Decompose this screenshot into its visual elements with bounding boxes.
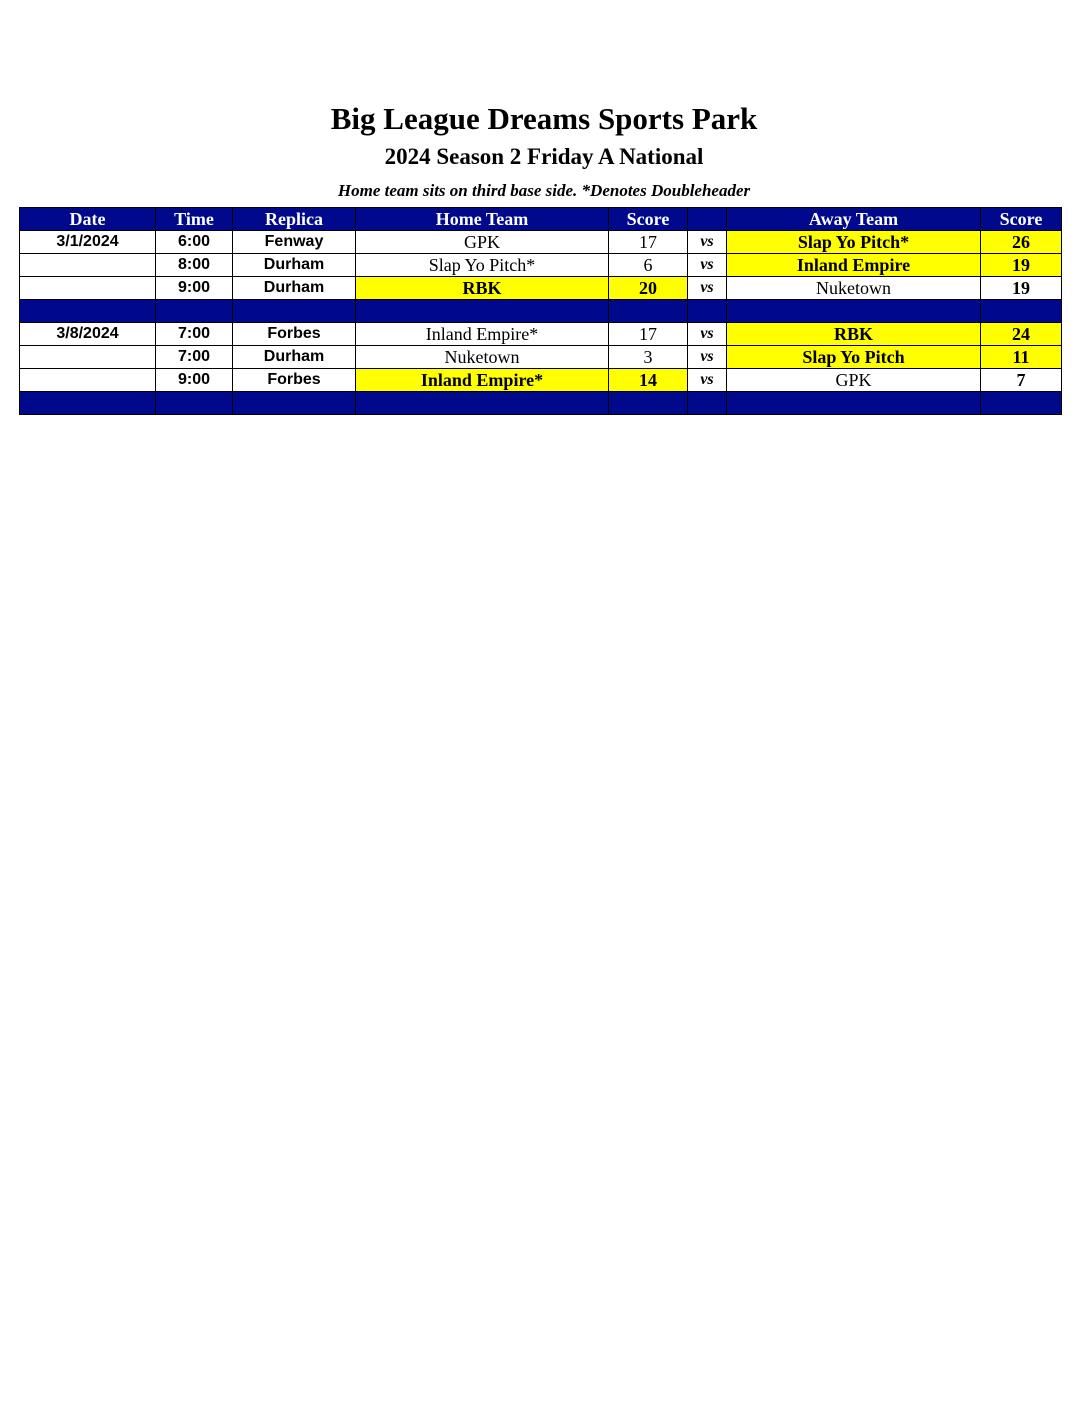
away-team: GPK (727, 369, 981, 392)
page-subtitle: 2024 Season 2 Friday A National (384, 144, 704, 169)
separator-row (20, 392, 1062, 415)
home-score: 3 (609, 346, 688, 369)
away-team: Slap Yo Pitch (727, 346, 981, 369)
vs-label: vs (688, 323, 727, 346)
column-header-date: Date (20, 208, 156, 231)
column-header-away-score: Score (981, 208, 1062, 231)
column-header-away-team: Away Team (727, 208, 981, 231)
game-time: 6:00 (156, 231, 233, 254)
game-time: 8:00 (156, 254, 233, 277)
schedule-table (19, 207, 1062, 415)
schedule-note: Home team sits on third base side. *Denotes Doubleheader (337, 181, 751, 200)
game-date (20, 254, 156, 277)
separator-cell (20, 392, 156, 415)
away-score: 19 (981, 277, 1062, 300)
home-team: Slap Yo Pitch* (356, 254, 609, 277)
game-replica: Forbes (233, 369, 356, 392)
separator-cell (356, 300, 609, 323)
home-score: 17 (609, 231, 688, 254)
vs-label: vs (688, 231, 727, 254)
separator-cell (981, 392, 1062, 415)
home-score: 14 (609, 369, 688, 392)
separator-cell (156, 300, 233, 323)
away-team: RBK (727, 323, 981, 346)
away-team: Slap Yo Pitch* (727, 231, 981, 254)
game-date: 3/1/2024 (20, 231, 156, 254)
separator-cell (609, 392, 688, 415)
separator-cell (688, 300, 727, 323)
home-score: 17 (609, 323, 688, 346)
home-team: Inland Empire* (356, 369, 609, 392)
game-replica: Forbes (233, 323, 356, 346)
game-time: 7:00 (156, 323, 233, 346)
header-row (20, 208, 1062, 231)
home-score: 6 (609, 254, 688, 277)
vs-label: vs (688, 369, 727, 392)
separator-cell (20, 300, 156, 323)
separator-cell (688, 392, 727, 415)
game-replica: Fenway (233, 231, 356, 254)
game-replica: Durham (233, 277, 356, 300)
separator-cell (727, 300, 981, 323)
game-time: 9:00 (156, 369, 233, 392)
home-team: Inland Empire* (356, 323, 609, 346)
page-title: Big League Dreams Sports Park (330, 101, 758, 136)
game-row (20, 231, 1062, 254)
away-score: 19 (981, 254, 1062, 277)
game-date (20, 277, 156, 300)
game-row (20, 277, 1062, 300)
game-row (20, 346, 1062, 369)
away-score: 26 (981, 231, 1062, 254)
home-team: GPK (356, 231, 609, 254)
game-date (20, 346, 156, 369)
separator-cell (609, 300, 688, 323)
game-replica: Durham (233, 254, 356, 277)
game-date (20, 369, 156, 392)
away-team: Inland Empire (727, 254, 981, 277)
column-header-time: Time (156, 208, 233, 231)
column-header-vs (688, 208, 727, 231)
game-time: 9:00 (156, 277, 233, 300)
vs-label: vs (688, 277, 727, 300)
separator-cell (727, 392, 981, 415)
home-team: RBK (356, 277, 609, 300)
game-replica: Durham (233, 346, 356, 369)
away-score: 24 (981, 323, 1062, 346)
separator-cell (981, 300, 1062, 323)
separator-cell (156, 392, 233, 415)
away-score: 7 (981, 369, 1062, 392)
home-score: 20 (609, 277, 688, 300)
column-header-home-score: Score (609, 208, 688, 231)
column-header-replica: Replica (233, 208, 356, 231)
game-time: 7:00 (156, 346, 233, 369)
game-row (20, 323, 1062, 346)
away-team: Nuketown (727, 277, 981, 300)
game-date: 3/8/2024 (20, 323, 156, 346)
separator-cell (233, 300, 356, 323)
home-team: Nuketown (356, 346, 609, 369)
separator-cell (356, 392, 609, 415)
vs-label: vs (688, 254, 727, 277)
game-row (20, 369, 1062, 392)
game-row (20, 254, 1062, 277)
separator-cell (233, 392, 356, 415)
separator-row (20, 300, 1062, 323)
vs-label: vs (688, 346, 727, 369)
away-score: 11 (981, 346, 1062, 369)
column-header-home-team: Home Team (356, 208, 609, 231)
